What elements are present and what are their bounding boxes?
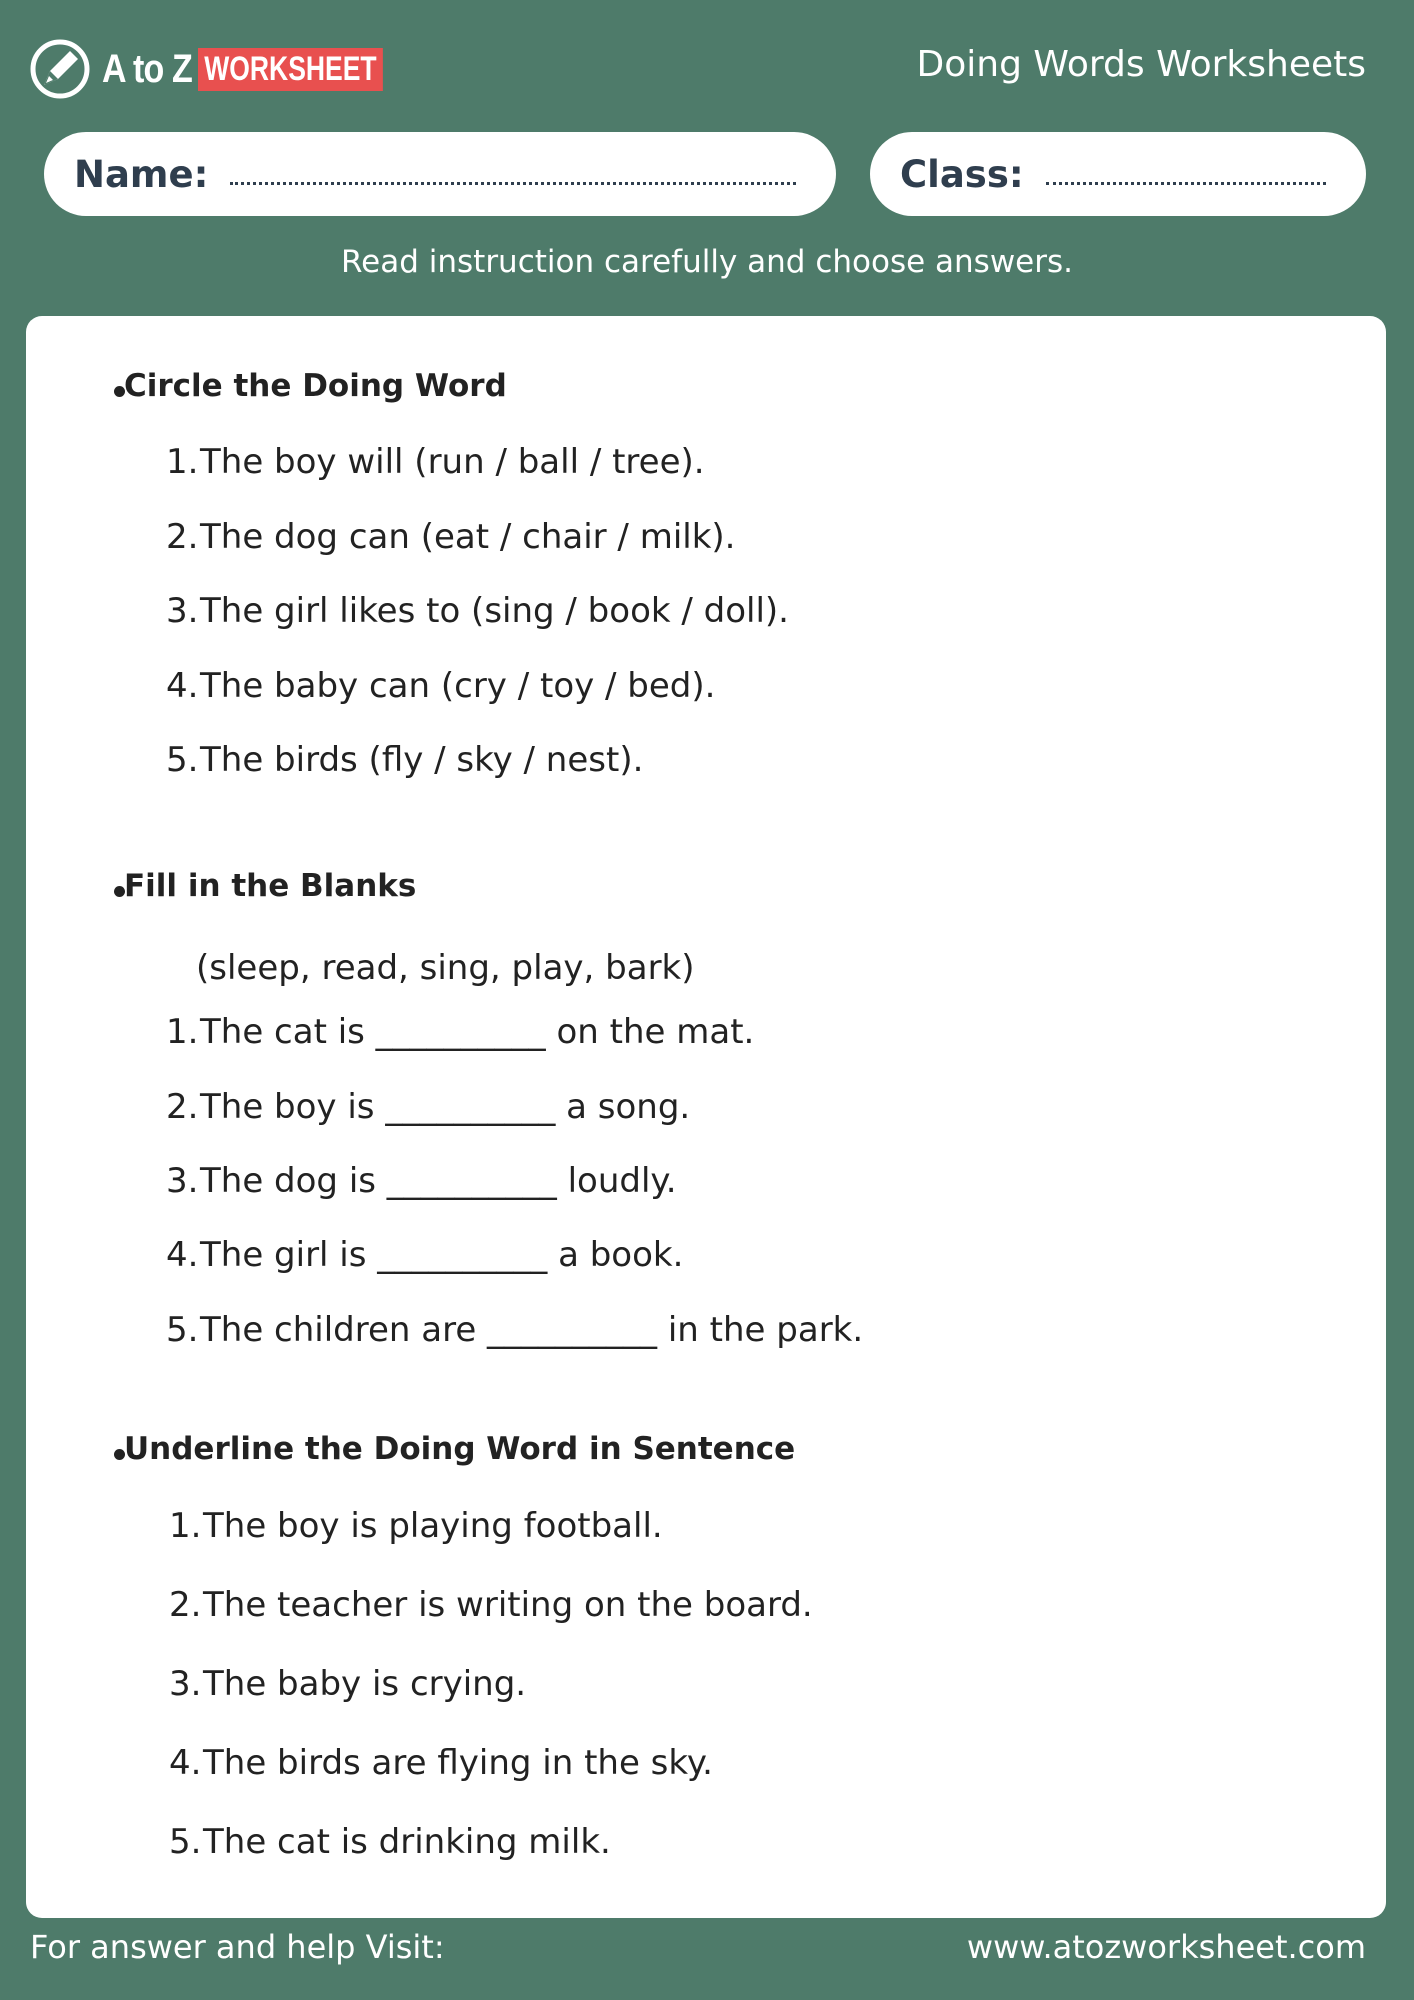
class-dotted-line xyxy=(1046,182,1326,185)
item-text: The baby can (cry / toy / bed). xyxy=(200,666,716,706)
item-text: The teacher is writing on the board. xyxy=(203,1585,813,1625)
item-text: The birds (fly / sky / nest). xyxy=(200,740,644,780)
item-text: The cat is drinking milk. xyxy=(203,1822,611,1862)
list-item xyxy=(166,517,735,557)
list-item xyxy=(166,442,705,482)
list-item xyxy=(166,1012,754,1052)
list-item xyxy=(166,666,715,706)
name-dotted-line xyxy=(230,182,796,185)
item-number: 5. xyxy=(169,1822,202,1862)
item-number: 4. xyxy=(166,666,199,706)
list-item xyxy=(169,1506,663,1546)
item-text: The dog can (eat / chair / milk). xyxy=(200,517,736,557)
list-item xyxy=(169,1585,813,1625)
item-number: 3. xyxy=(166,591,199,631)
item-text: The children are __________ in the park. xyxy=(200,1310,864,1350)
item-number: 2. xyxy=(169,1585,202,1625)
item-text: The girl is __________ a book. xyxy=(200,1235,684,1275)
section-title-circle: Circle the Doing Word xyxy=(124,368,507,404)
worksheet-title: Doing Words Worksheets xyxy=(916,44,1366,85)
list-item xyxy=(166,1161,677,1201)
item-number: 2. xyxy=(166,1087,199,1127)
item-text: The boy is __________ a song. xyxy=(200,1087,691,1127)
item-text: The girl likes to (sing / book / doll). xyxy=(200,591,789,631)
worksheet-card xyxy=(26,316,1386,1918)
logo xyxy=(28,36,435,102)
class-field[interactable] xyxy=(870,132,1366,216)
list-item xyxy=(166,740,643,780)
class-label: Class: xyxy=(900,152,1024,196)
section-title-underline: Underline the Doing Word in Sentence xyxy=(124,1431,796,1467)
item-text: The dog is __________ loudly. xyxy=(200,1161,677,1201)
list-item xyxy=(166,1235,683,1275)
list-item xyxy=(169,1743,713,1783)
item-text: The cat is __________ on the mat. xyxy=(200,1012,755,1052)
logo-text: A to Z xyxy=(102,46,192,91)
item-number: 1. xyxy=(166,442,199,482)
item-number: 4. xyxy=(166,1235,199,1275)
header xyxy=(0,0,1414,140)
list-item xyxy=(169,1822,611,1862)
footer-website-link[interactable]: www.atozworksheet.com xyxy=(966,1928,1366,1966)
item-number: 1. xyxy=(169,1506,202,1546)
name-label: Name: xyxy=(74,152,209,196)
logo-badge: WORKSHEET xyxy=(198,48,383,91)
item-number: 3. xyxy=(169,1664,202,1704)
item-text: The boy will (run / ball / tree). xyxy=(200,442,705,482)
footer-help-text: For answer and help Visit: xyxy=(30,1928,445,1966)
instruction-text: Read instruction carefully and choose answers. xyxy=(341,244,1073,280)
item-text: The boy is playing football. xyxy=(203,1506,663,1546)
section-title-fill: Fill in the Blanks xyxy=(124,868,417,904)
list-item xyxy=(166,591,789,631)
item-number: 1. xyxy=(166,1012,199,1052)
item-number: 5. xyxy=(166,1310,199,1350)
list-item xyxy=(166,1310,863,1350)
item-text: The birds are flying in the sky. xyxy=(203,1743,713,1783)
item-number: 3. xyxy=(166,1161,199,1201)
pencil-logo-icon xyxy=(28,37,92,101)
word-bank: (sleep, read, sing, play, bark) xyxy=(196,948,695,988)
item-number: 5. xyxy=(166,740,199,780)
item-number: 4. xyxy=(169,1743,202,1783)
list-item xyxy=(166,1087,690,1127)
item-number: 2. xyxy=(166,517,199,557)
list-item xyxy=(169,1664,526,1704)
name-field[interactable] xyxy=(44,132,836,216)
item-text: The baby is crying. xyxy=(203,1664,527,1704)
